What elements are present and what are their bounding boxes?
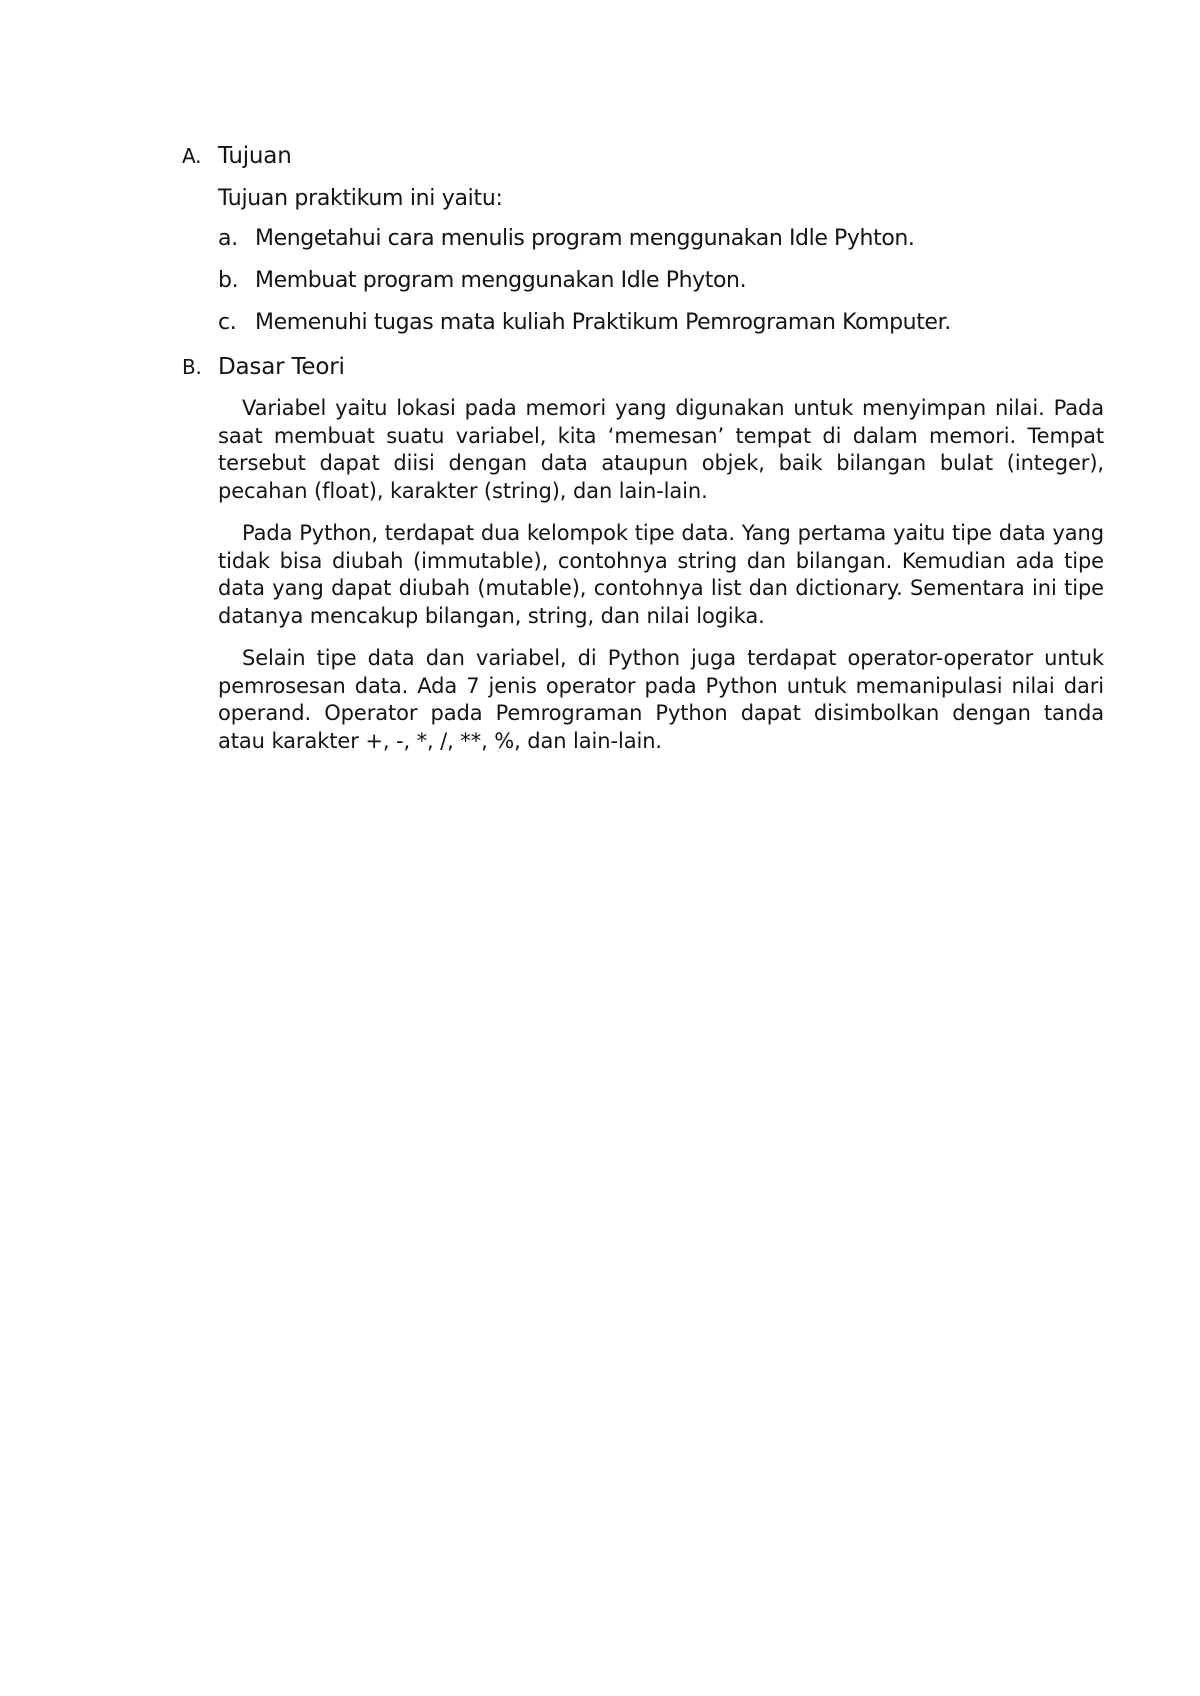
section-letter: A. — [182, 144, 202, 168]
theory-paragraph: Variabel yaitu lokasi pada memori yang digunakan untuk menyimpan nilai. Pada saat membuat suatu variabel, kita ‘memesan’ tempat di dalam memori. Tempat tersebut dapat diisi dengan data ataupun objek, baik bilangan bulat (integer), pecahan (float), karakter (string), dan lain-lain. — [218, 396, 1104, 503]
goals-list — [218, 224, 1078, 350]
section-heading-dasar-teori — [182, 352, 345, 382]
list-item-text: Mengetahui cara menulis program menggunakan Idle Pyhton. — [255, 226, 915, 251]
section-title: Tujuan — [218, 143, 292, 169]
list-item — [218, 224, 1078, 254]
section-heading-tujuan — [182, 141, 292, 171]
theory-body — [218, 395, 1104, 770]
list-item — [218, 308, 1078, 338]
list-item — [218, 266, 1078, 296]
list-item-text: Memenuhi tugas mata kuliah Praktikum Pemrograman Komputer. — [255, 310, 951, 335]
list-item-letter: b. — [218, 268, 239, 293]
list-item-text: Membuat program menggunakan Idle Phyton. — [255, 268, 747, 293]
list-item-letter: a. — [218, 226, 238, 251]
list-item-letter: c. — [218, 310, 237, 335]
goals-intro: Tujuan praktikum ini yaitu: — [218, 186, 503, 211]
theory-paragraph: Pada Python, terdapat dua kelompok tipe data. Yang pertama yaitu tipe data yang tidak bisa diubah (immutable), contohnya string dan bilangan. Kemudian ada tipe data yang dapat diubah (mutable), contohnya list dan dictionary. Sementara ini tipe datanya mencakup bilangan, string, dan nilai logika. — [218, 521, 1104, 628]
section-title: Dasar Teori — [218, 354, 345, 380]
section-letter: B. — [182, 355, 202, 379]
theory-paragraph: Selain tipe data dan variabel, di Python juga terdapat operator-operator untuk pemrosesan data. Ada 7 jenis operator pada Python untuk memanipulasi nilai dari operand. Operator pada Pemrograman Python dapat disimbolkan dengan tanda atau karakter +, -, *, /, **, %, dan lain-lain. — [218, 646, 1104, 753]
